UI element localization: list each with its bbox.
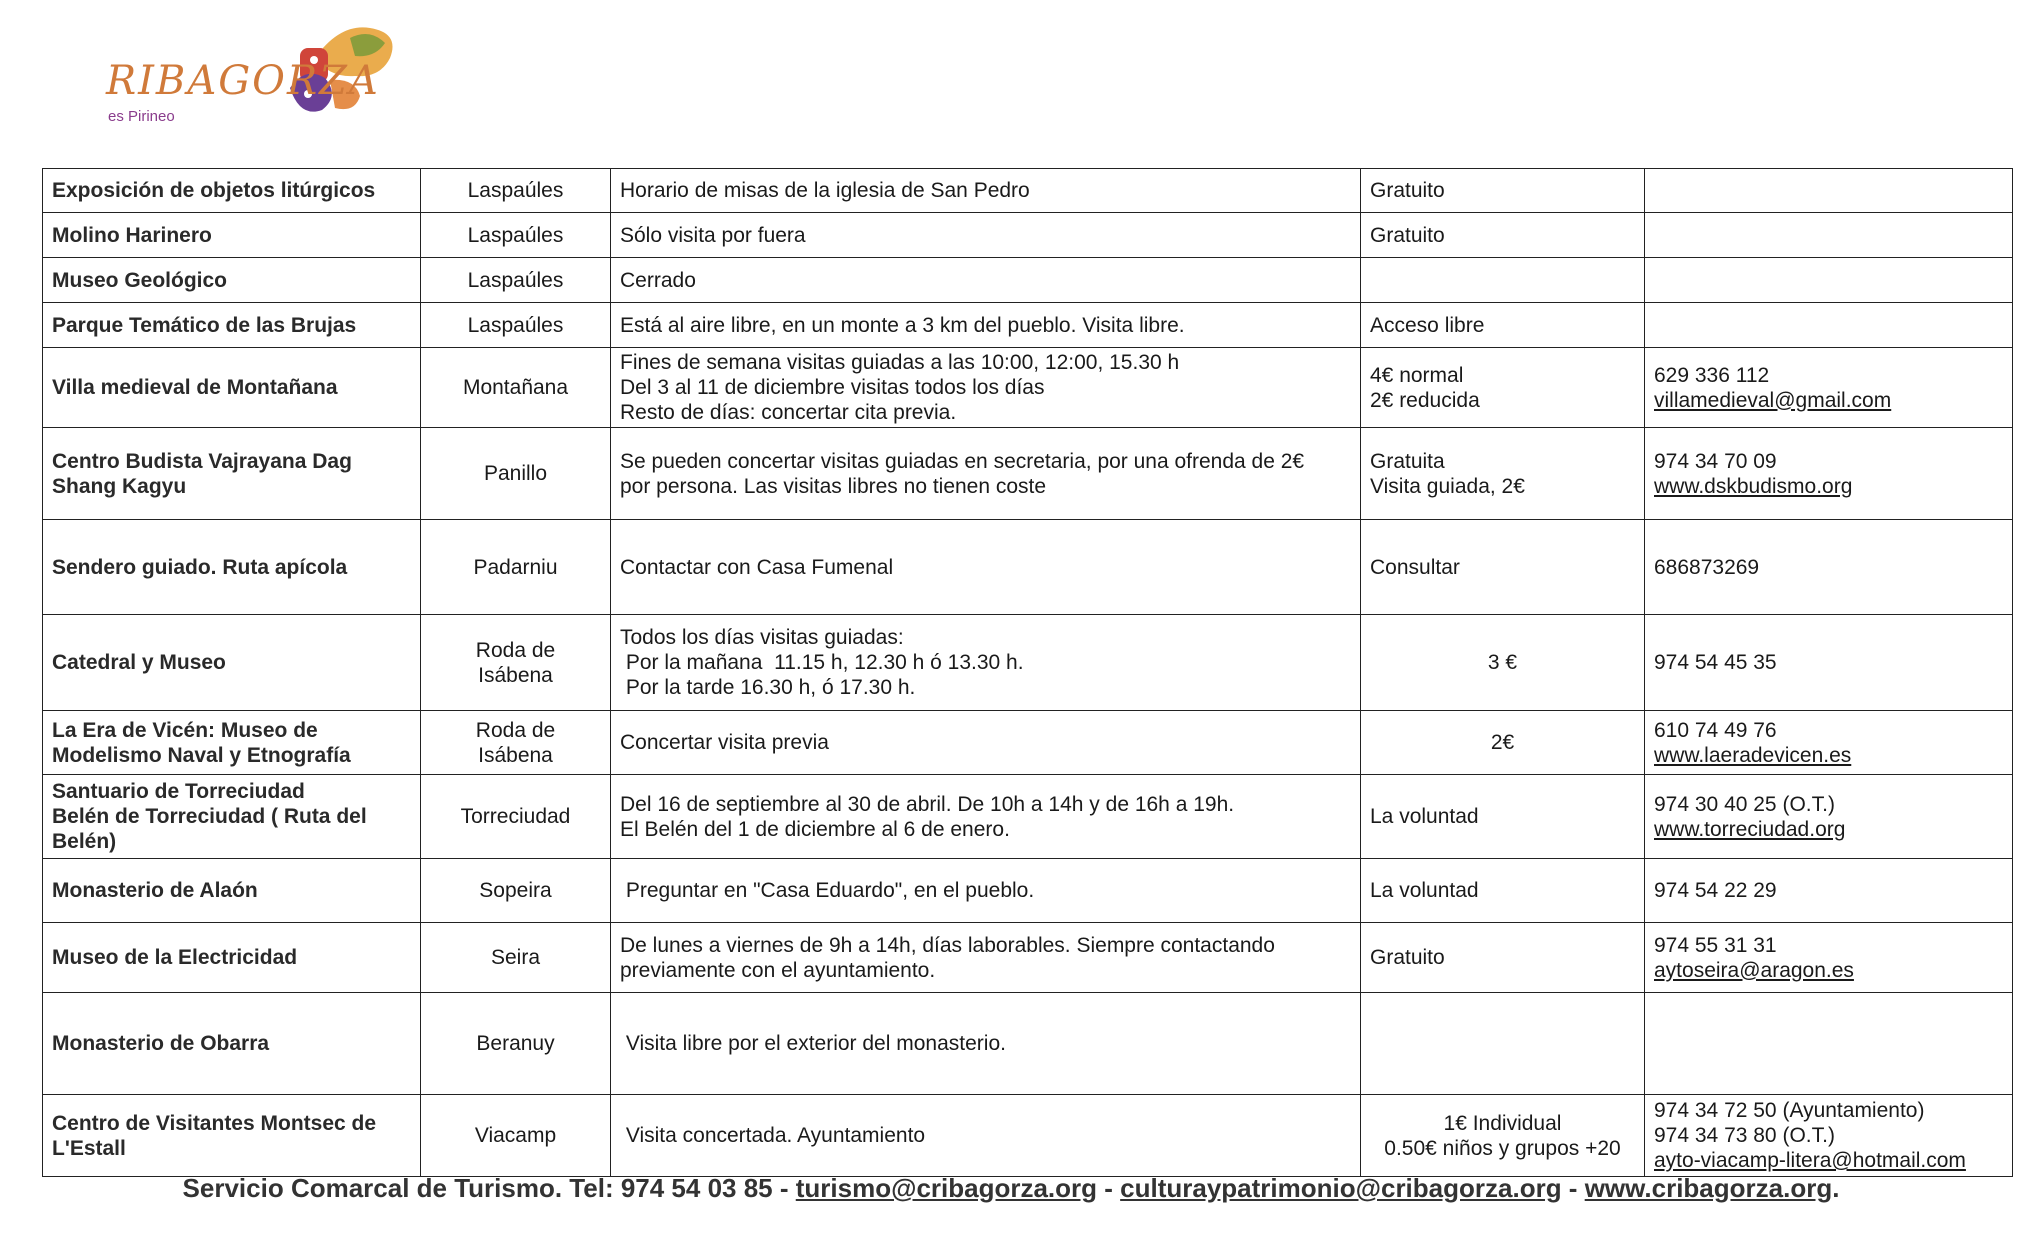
cell-location-line: Panillo — [483, 462, 548, 485]
cell-attraction-name-line: La Era de Vicén: Museo de — [52, 718, 318, 742]
cell-attraction-name-line: Modelismo Naval y Etnografía — [52, 743, 351, 767]
cell-contact-line: 629 336 112 — [1654, 363, 1770, 387]
cell-attraction-name — [43, 923, 421, 993]
attractions-table — [42, 168, 2013, 1177]
contact-website-link[interactable]: www.laeradevicen.es — [1654, 743, 1852, 767]
cell-attraction-name — [43, 213, 421, 258]
cell-price — [1361, 1095, 1645, 1177]
cell-price — [1361, 859, 1645, 923]
cell-contact-line: 974 34 73 80 (O.T.) — [1654, 1124, 1835, 1147]
cell-price — [1361, 775, 1645, 859]
cell-attraction-name-line: Santuario de Torreciudad — [52, 780, 305, 803]
cell-schedule — [611, 258, 1361, 303]
cell-location-line: Padarniu — [473, 555, 558, 579]
cell-schedule-line: Visita concertada. Ayuntamiento — [620, 1124, 926, 1147]
cell-location — [421, 258, 611, 303]
table-row — [43, 775, 2013, 859]
cell-attraction-name — [43, 615, 421, 711]
cell-price — [1361, 923, 1645, 993]
cell-schedule-line: por persona. Las visitas libres no tienen coste — [620, 474, 1047, 498]
contact-email-link[interactable]: ayto-viacamp-litera@hotmail.com — [1654, 1149, 1966, 1172]
cell-attraction-name-line: Exposición de objetos litúrgicos — [52, 179, 376, 202]
contact-email-link[interactable]: villamedieval@gmail.com — [1654, 388, 1892, 412]
cell-contact-line: 974 30 40 25 (O.T.) — [1654, 792, 1835, 816]
cell-price — [1361, 428, 1645, 520]
cell-schedule — [611, 169, 1361, 213]
cell-contact — [1645, 993, 2013, 1095]
cell-location — [421, 923, 611, 993]
cell-attraction-name — [43, 520, 421, 615]
cell-location-line: Laspaúles — [467, 223, 564, 247]
cell-schedule-line: Fines de semana visitas guiadas a las 10:00, 12:00, 15.30 h — [620, 351, 1180, 374]
cell-location — [421, 303, 611, 348]
cell-attraction-name — [43, 428, 421, 520]
footer-suffix: . — [1832, 1173, 1840, 1203]
cell-contact — [1645, 923, 2013, 993]
cell-price-line: 4€ normal — [1370, 363, 1464, 387]
cell-schedule — [611, 923, 1361, 993]
cell-contact — [1645, 1095, 2013, 1177]
table-row — [43, 213, 2013, 258]
cell-price-line: 1€ Individual — [1443, 1111, 1562, 1135]
cell-price — [1361, 303, 1645, 348]
cell-schedule-line: Sólo visita por fuera — [620, 223, 806, 247]
contact-website-link[interactable]: www.torreciudad.org — [1654, 817, 1846, 841]
cell-attraction-name-line: Centro de Visitantes Montsec de — [52, 1111, 377, 1135]
cell-schedule — [611, 520, 1361, 615]
cell-location-line: Laspaúles — [467, 268, 564, 292]
cell-contact — [1645, 775, 2013, 859]
cell-contact — [1645, 428, 2013, 520]
cell-attraction-name-line: Catedral y Museo — [52, 651, 226, 674]
cell-schedule — [611, 213, 1361, 258]
cell-price-line: 2€ reducida — [1370, 388, 1480, 412]
cell-attraction-name — [43, 993, 421, 1095]
footer-email-cultura[interactable]: culturaypatrimonio@cribagorza.org — [1120, 1173, 1562, 1203]
cell-attraction-name — [43, 258, 421, 303]
cell-contact-line: 974 54 45 35 — [1654, 651, 1777, 674]
cell-contact — [1645, 348, 2013, 428]
cell-schedule-line: Por la tarde 16.30 h, ó 17.30 h. — [620, 676, 916, 699]
cell-price — [1361, 993, 1645, 1095]
table-row — [43, 923, 2013, 993]
cell-price-line: Consultar — [1370, 555, 1460, 579]
cell-schedule — [611, 615, 1361, 711]
cell-location-line: Roda de — [475, 718, 556, 742]
contact-email-link[interactable]: aytoseira@aragon.es — [1654, 958, 1854, 982]
cell-location-line: Laspaúles — [467, 313, 564, 337]
table-row — [43, 258, 2013, 303]
cell-schedule-line: Está al aire libre, en un monte a 3 km del pueblo. Visita libre. — [620, 313, 1185, 337]
cell-location-line: Isábena — [478, 663, 553, 687]
cell-contact — [1645, 303, 2013, 348]
cell-location-line: Beranuy — [476, 1032, 555, 1055]
cell-schedule — [611, 993, 1361, 1095]
cell-attraction-name-line: Belén de Torreciudad ( Ruta del — [52, 805, 367, 828]
cell-location — [421, 775, 611, 859]
cell-schedule-line: Preguntar en "Casa Eduardo", en el pueblo. — [620, 879, 1035, 902]
cell-attraction-name — [43, 1095, 421, 1177]
cell-attraction-name-line: Molino Harinero — [52, 223, 212, 247]
cell-attraction-name — [43, 711, 421, 775]
cell-location — [421, 169, 611, 213]
cell-location-line: Sopeira — [479, 879, 552, 902]
cell-price — [1361, 169, 1645, 213]
cell-price-line: La voluntad — [1370, 805, 1479, 828]
table-row — [43, 348, 2013, 428]
cell-attraction-name-line: Museo Geológico — [52, 268, 228, 292]
cell-attraction-name — [43, 775, 421, 859]
cell-location-line: Torreciudad — [460, 805, 571, 828]
footer-separator: - — [1561, 1173, 1585, 1203]
table-row — [43, 520, 2013, 615]
cell-schedule-line: Cerrado — [620, 268, 696, 292]
cell-contact-line: 610 74 49 76 — [1654, 718, 1777, 742]
cell-schedule-line: El Belén del 1 de diciembre al 6 de enero. — [620, 817, 1010, 841]
table-row — [43, 993, 2013, 1095]
footer-email-turismo[interactable]: turismo@cribagorza.org — [795, 1173, 1098, 1203]
cell-location-line: Seira — [490, 946, 541, 969]
cell-schedule — [611, 348, 1361, 428]
table-row — [43, 859, 2013, 923]
table-row — [43, 428, 2013, 520]
cell-price — [1361, 213, 1645, 258]
cell-contact — [1645, 711, 2013, 775]
cell-schedule-line: Por la mañana 11.15 h, 12.30 h ó 13.30 h. — [620, 651, 1024, 674]
table-row — [43, 1095, 2013, 1177]
cell-schedule-line: Del 16 de septiembre al 30 de abril. De 10h a 14h y de 16h a 19h. — [620, 792, 1235, 816]
cell-price-line: Gratuita — [1370, 449, 1445, 473]
cell-contact-line: 686873269 — [1654, 555, 1760, 579]
cell-price-line: 0.50€ niños y grupos +20 — [1384, 1136, 1621, 1160]
cell-contact-line: 974 55 31 31 — [1654, 933, 1777, 957]
cell-schedule — [611, 859, 1361, 923]
cell-attraction-name — [43, 348, 421, 428]
cell-price — [1361, 615, 1645, 711]
cell-attraction-name-line: L'Estall — [52, 1136, 126, 1160]
cell-contact — [1645, 258, 2013, 303]
cell-attraction-name-line: Shang Kagyu — [52, 474, 187, 498]
cell-price — [1361, 348, 1645, 428]
cell-contact-line: 974 34 70 09 — [1654, 449, 1777, 473]
cell-contact — [1645, 520, 2013, 615]
cell-contact — [1645, 213, 2013, 258]
cell-price-line: Visita guiada, 2€ — [1370, 474, 1525, 498]
cell-schedule-line: previamente con el ayuntamiento. — [620, 958, 936, 982]
cell-price — [1361, 520, 1645, 615]
cell-schedule-line: De lunes a viernes de 9h a 14h, días laborables. Siempre contactando — [620, 933, 1275, 957]
cell-location — [421, 213, 611, 258]
cell-attraction-name — [43, 859, 421, 923]
cell-contact — [1645, 615, 2013, 711]
footer-contact — [0, 1173, 2022, 1204]
cell-location-line: Isábena — [478, 743, 553, 767]
table-row — [43, 615, 2013, 711]
cell-schedule-line: Se pueden concertar visitas guiadas en secretaria, por una ofrenda de 2€ — [620, 449, 1305, 473]
cell-attraction-name-line: Monasterio de Obarra — [52, 1032, 270, 1055]
cell-schedule — [611, 428, 1361, 520]
logo-tagline: es Pirineo — [108, 108, 175, 125]
cell-schedule-line: Visita libre por el exterior del monasterio. — [620, 1032, 1006, 1055]
footer-prefix: Servicio Comarcal de Turismo. Tel: 974 54 03 85 - — [182, 1173, 796, 1203]
cell-attraction-name-line: Museo de la Electricidad — [52, 946, 298, 969]
cell-location-line: Viacamp — [474, 1124, 557, 1147]
cell-contact — [1645, 169, 2013, 213]
cell-schedule-line: Contactar con Casa Fumenal — [620, 555, 894, 579]
cell-price — [1361, 711, 1645, 775]
table-row — [43, 711, 2013, 775]
cell-price — [1361, 258, 1645, 303]
cell-price-line: Gratuito — [1370, 179, 1445, 202]
footer-separator: - — [1097, 1173, 1121, 1203]
cell-price-line: Gratuito — [1370, 223, 1445, 247]
cell-attraction-name-line: Monasterio de Alaón — [52, 879, 258, 902]
ribagorza-logo — [100, 18, 400, 128]
cell-location — [421, 1095, 611, 1177]
cell-attraction-name-line: Centro Budista Vajrayana Dag — [52, 449, 352, 473]
table-row — [43, 169, 2013, 213]
attractions-table-body — [43, 169, 2013, 1177]
cell-attraction-name — [43, 303, 421, 348]
cell-price-line: 2€ — [1490, 731, 1515, 754]
cell-schedule-line: Resto de días: concertar cita previa. — [620, 401, 957, 424]
cell-price-line: Acceso libre — [1370, 313, 1485, 337]
cell-contact-line: 974 34 72 50 (Ayuntamiento) — [1654, 1099, 1925, 1122]
cell-schedule-line: Horario de misas de la iglesia de San Pedro — [620, 179, 1030, 202]
cell-attraction-name-line: Belén) — [52, 830, 117, 853]
cell-attraction-name-line: Villa medieval de Montañana — [52, 376, 338, 399]
cell-location-line: Laspaúles — [467, 179, 564, 202]
cell-attraction-name-line: Parque Temático de las Brujas — [52, 313, 357, 337]
cell-schedule — [611, 775, 1361, 859]
cell-location — [421, 993, 611, 1095]
cell-attraction-name — [43, 169, 421, 213]
cell-location — [421, 615, 611, 711]
cell-location — [421, 348, 611, 428]
cell-location-line: Montañana — [462, 376, 569, 399]
cell-price-line: La voluntad — [1370, 879, 1479, 902]
cell-location — [421, 428, 611, 520]
cell-schedule — [611, 303, 1361, 348]
cell-contact-line: 974 54 22 29 — [1654, 879, 1777, 902]
cell-contact — [1645, 859, 2013, 923]
cell-price-line: 3 € — [1487, 651, 1518, 674]
logo-brand-text: RIBAGORZA — [106, 58, 380, 104]
table-row — [43, 303, 2013, 348]
cell-location — [421, 859, 611, 923]
cell-location — [421, 711, 611, 775]
contact-website-link[interactable]: www.dskbudismo.org — [1654, 474, 1853, 498]
cell-location-line: Roda de — [475, 638, 556, 662]
cell-schedule — [611, 1095, 1361, 1177]
cell-schedule — [611, 711, 1361, 775]
cell-location — [421, 520, 611, 615]
cell-price-line: Gratuito — [1370, 946, 1445, 969]
footer-website-link[interactable]: www.cribagorza.org — [1584, 1173, 1833, 1203]
cell-schedule-line: Todos los días visitas guiadas: — [620, 626, 904, 649]
cell-schedule-line: Concertar visita previa — [620, 731, 829, 754]
cell-attraction-name-line: Sendero guiado. Ruta apícola — [52, 555, 348, 579]
cell-schedule-line: Del 3 al 11 de diciembre visitas todos los días — [620, 376, 1045, 399]
